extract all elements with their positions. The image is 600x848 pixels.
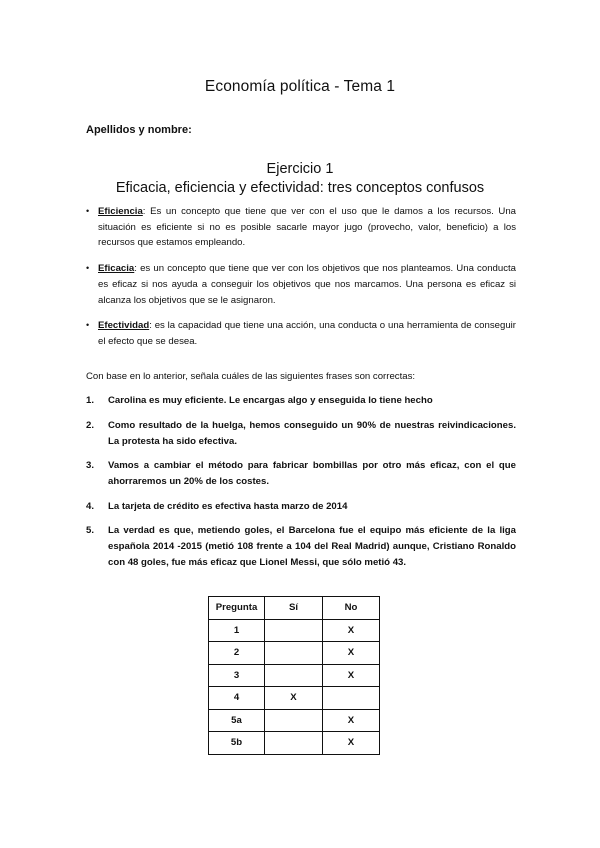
definition-item [86, 261, 516, 308]
cell-si [265, 642, 323, 665]
question-item [86, 393, 516, 409]
cell-question: 3 [209, 664, 265, 687]
bullet-icon: • [86, 263, 90, 274]
definitions-list [86, 204, 516, 360]
cell-no: X [323, 619, 380, 642]
document-title: Economía política - Tema 1 [204, 78, 396, 95]
question-number: 5. [86, 525, 95, 536]
question-item [86, 418, 516, 450]
question-text: La verdad es que, metiendo goles, el Barcelona fue el equipo más eficiente de la liga española 2014 -2015 (metió 108 frente a 104 del Real Madrid) aunque, Cristiano Ronaldo con 48 goles, fue más eficaz que Lionel Messi, que sólo metió 43. [108, 525, 516, 568]
cell-no [323, 687, 380, 710]
cell-si [265, 732, 323, 755]
cell-question: 2 [209, 642, 265, 665]
question-item [86, 458, 516, 490]
cell-si: X [265, 687, 323, 710]
question-text: Vamos a cambiar el método para fabricar bombillas por otro más eficaz, con el que ahorraremos un 20% de los costes. [108, 460, 516, 487]
cell-no: X [323, 709, 380, 732]
table-row [209, 619, 380, 642]
definition-term: Eficacia [98, 263, 135, 275]
table-row [209, 709, 380, 732]
instructions-text: Con base en lo anterior, señala cuáles de las siguientes frases son correctas: [86, 371, 416, 382]
question-number: 3. [86, 460, 95, 471]
definition-item [86, 204, 516, 251]
answers-table [208, 596, 380, 755]
exercise-number: Ejercicio 1 [266, 161, 334, 177]
table-row [209, 664, 380, 687]
question-text: Como resultado de la huelga, hemos conseguido un 90% de nuestras reivindicaciones. La protesta ha sido efectiva. [108, 419, 516, 447]
question-item [86, 523, 516, 571]
cell-si [265, 619, 323, 642]
table-row [209, 642, 380, 665]
question-text: La tarjeta de crédito es efectiva hasta marzo de 2014 [108, 500, 348, 512]
question-text: Carolina es muy eficiente. Le encargas algo y enseguida lo tiene hecho [108, 395, 433, 406]
cell-question: 4 [209, 687, 265, 710]
question-number: 1. [86, 395, 95, 406]
definition-term: Eficiencia [98, 206, 143, 217]
header-pregunta: Pregunta [209, 597, 265, 620]
definition-term: Efectividad [98, 320, 150, 332]
definition-text: : es la capacidad que tiene una acción, una conducta o una herramienta de conseguir el efecto que se desea. [98, 320, 516, 347]
bullet-icon: • [86, 320, 90, 331]
name-label: Apellidos y nombre: [86, 124, 192, 136]
header-no: No [323, 597, 380, 620]
definition-text: : Es un concepto que tiene que ver con el uso que le damos a los recursos. Una situación es eficiente si no es posible sacarle mayor jugo (provecho, valor, beneficio) a los recursos que estamos empleando. [98, 206, 516, 249]
questions-list [86, 393, 516, 580]
question-number: 2. [86, 419, 95, 431]
definition-item [86, 318, 516, 349]
definition-text: : es un concepto que tiene que ver con los objetivos que nos planteamos. Una conducta es eficaz si nos ayuda a conseguir los objetivos que nos marcamos. Una persona es eficaz si alcanza los objetivos que se le asignaron. [98, 263, 516, 306]
cell-no: X [323, 642, 380, 665]
question-item [86, 499, 516, 515]
cell-si [265, 709, 323, 732]
table-row [209, 687, 380, 710]
question-number: 4. [86, 500, 95, 512]
exercise-heading [0, 160, 600, 198]
header-si: Sí [265, 597, 323, 620]
cell-si [265, 664, 323, 687]
cell-question: 1 [209, 619, 265, 642]
table-header-row [209, 597, 380, 620]
cell-no: X [323, 664, 380, 687]
table-row [209, 732, 380, 755]
cell-question: 5b [209, 732, 265, 755]
cell-no: X [323, 732, 380, 755]
exercise-title: Eficacia, eficiencia y efectividad: tres conceptos confusos [115, 180, 485, 196]
bullet-icon: • [86, 206, 90, 216]
cell-question: 5a [209, 709, 265, 732]
